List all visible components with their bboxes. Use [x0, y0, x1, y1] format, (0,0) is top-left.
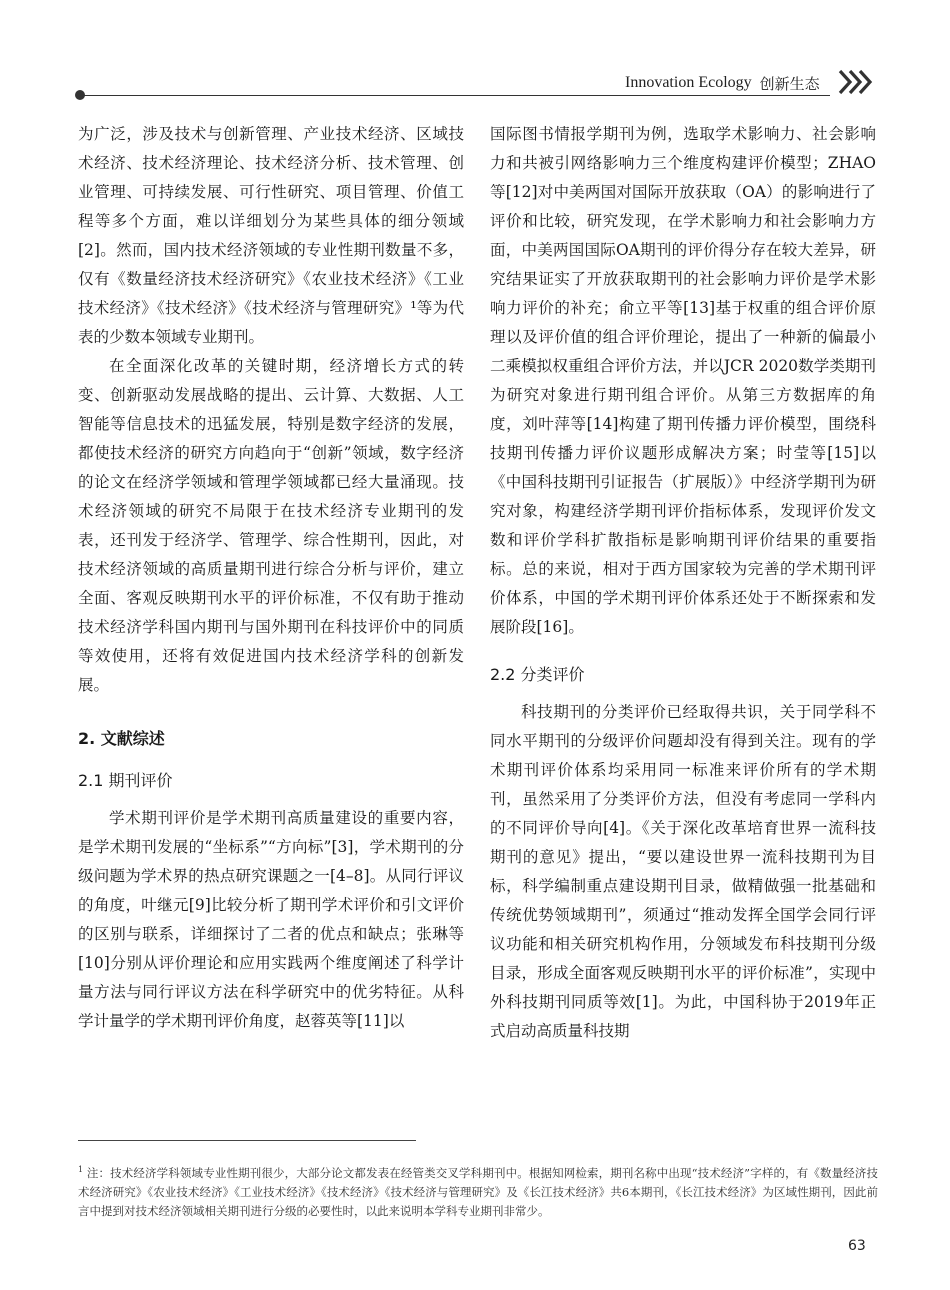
- footnote-text: 注：技术经济学科领域专业性期刊很少，大部分论文都发表在经管类交叉学科期刊中。根据知网检索，期刊名称中出现“技术经济”字样的，有《数量经济技术经济研究》《农业技术经济》《工业技术经济》《技术经济》《技术经济与管理研究》及《长江技术经济》共6本期刊，《长江技术经济》为区域性期刊，因此前言中提到对技术经济领域相关期刊进行分级的必要性时，以此来说明本学科专业期刊非常少。: [78, 1165, 878, 1218]
- right-column: [490, 120, 876, 1046]
- right-paragraph-1: 国际图书情报学期刊为例，选取学术影响力、社会影响力和共被引网络影响力三个维度构建评价模型；ZHAO等[12]对中美两国对国际开放获取（OA）的影响进行了评价和比较，研究发现，在学术影响力和社会影响力方面，中美两国国际OA期刊的评价得分存在较大差异，研究结果证实了开放获取期刊的社会影响力评价是学术影响力评价的补充；俞立平等[13]基于权重的组合评价原理以及评价值的组合评价理论，提出了一种新的偏最小二乘模拟权重组合评价方法，并以JCR 2020数学类期刊为研究对象进行期刊组合评价。从第三方数据库的角度，刘叶萍等[14]构建了期刊传播力评价模型，围绕科技期刊传播力评价议题形成解决方案；时莹等[15]以《中国科技期刊引证报告（扩展版）》中经济学期刊为研究对象，构建经济学期刊评价指标体系，发现评价发文数和评价学科扩散指标是影响期刊评价结果的重要指标。总的来说，相对于西方国家较为完善的学术期刊评价体系，中国的学术期刊评价体系还处于不断探索和发展阶段[16]。: [490, 125, 876, 636]
- subsection-heading-journal-evaluation: 2.1 期刊评价: [78, 771, 173, 790]
- left-paragraph-1: 为广泛，涉及技术与创新管理、产业技术经济、区域技术经济、技术经济理论、技术经济分析、技术管理、创业管理、可持续发展、可行性研究、项目管理、价值工程等多个方面，难以详细划分为某些具体的细分领域[2]。然而，国内技术经济领域的专业性期刊数量不多，仅有《数量经济技术经济研究》《农业技术经济》《工业技术经济》《技术经济》《技术经济与管理研究》¹等为代表的少数本领域专业期刊。: [78, 125, 464, 346]
- page-number: 63: [848, 1238, 866, 1254]
- footnote-rule: [78, 1140, 416, 1141]
- footnote: [78, 1160, 878, 1221]
- left-column: [78, 120, 464, 1036]
- right-paragraph-2: 科技期刊的分类评价已经取得共识，关于同学科不同水平期刊的分级评价问题却没有得到关注。现有的学术期刊评价体系均采用同一标准来评价所有的学术期刊，虽然采用了分类评价方法，但没有考虑同一学科内的不同评价导向[4]。《关于深化改革培育世界一流科技期刊的意见》提出，“要以建设世界一流科技期刊为目标，科学编制重点建设期刊目录，做精做强一批基础和传统优势领域期刊”，须通过“推动发挥全国学会同行评议功能和相关研究机构作用，分领域发布科技期刊分级目录，形成全面客观反映期刊水平的评价标准”，实现中外科技期刊同质等效[1]。为此，中国科协于2019年正式启动高质量科技期: [490, 703, 876, 1040]
- subsection-heading-classification-evaluation: 2.2 分类评价: [490, 665, 585, 684]
- left-paragraph-3: 学术期刊评价是学术期刊高质量建设的重要内容，是学术期刊发展的“坐标系”“方向标”[3]，学术期刊的分级问题为学术界的热点研究课题之一[4–8]。从同行评议的角度，叶继元[9]比较分析了期刊学术评价和引文评价的区别与联系，详细探讨了二者的优点和缺点；张琳等[10]分别从评价理论和应用实践两个维度阐述了科学计量方法与同行评议方法在科学研究中的优劣特征。从科学计量学的学术期刊评价角度，赵蓉英等[11]以: [78, 809, 464, 1030]
- chevrons-icon: [838, 68, 874, 96]
- running-header: [625, 70, 820, 96]
- section-heading-literature-review: 2. 文献综述: [78, 729, 165, 748]
- journal-name-cn: 创新生态: [759, 74, 820, 93]
- left-paragraph-2: 在全面深化改革的关键时期，经济增长方式的转变、创新驱动发展战略的提出、云计算、大数据、人工智能等信息技术的迅猛发展，特别是数字经济的发展，都使技术经济的研究方向趋向于“创新”领域，数字经济的论文在经济学领域和管理学领域都已经大量涌现。技术经济领域的研究不局限于在技术经济专业期刊的发表，还刊发于经济学、管理学、综合性期刊，因此，对技术经济领域的高质量期刊进行综合分析与评价，建立全面、客观反映期刊水平的评价标准，不仅有助于推动技术经济学科国内期刊与国外期刊在科技评价中的同质等效使用，还将有效促进国内技术经济学科的创新发展。: [78, 357, 464, 694]
- footnote-mark: 1: [78, 1165, 84, 1174]
- journal-name-en: Innovation Ecology: [625, 74, 752, 91]
